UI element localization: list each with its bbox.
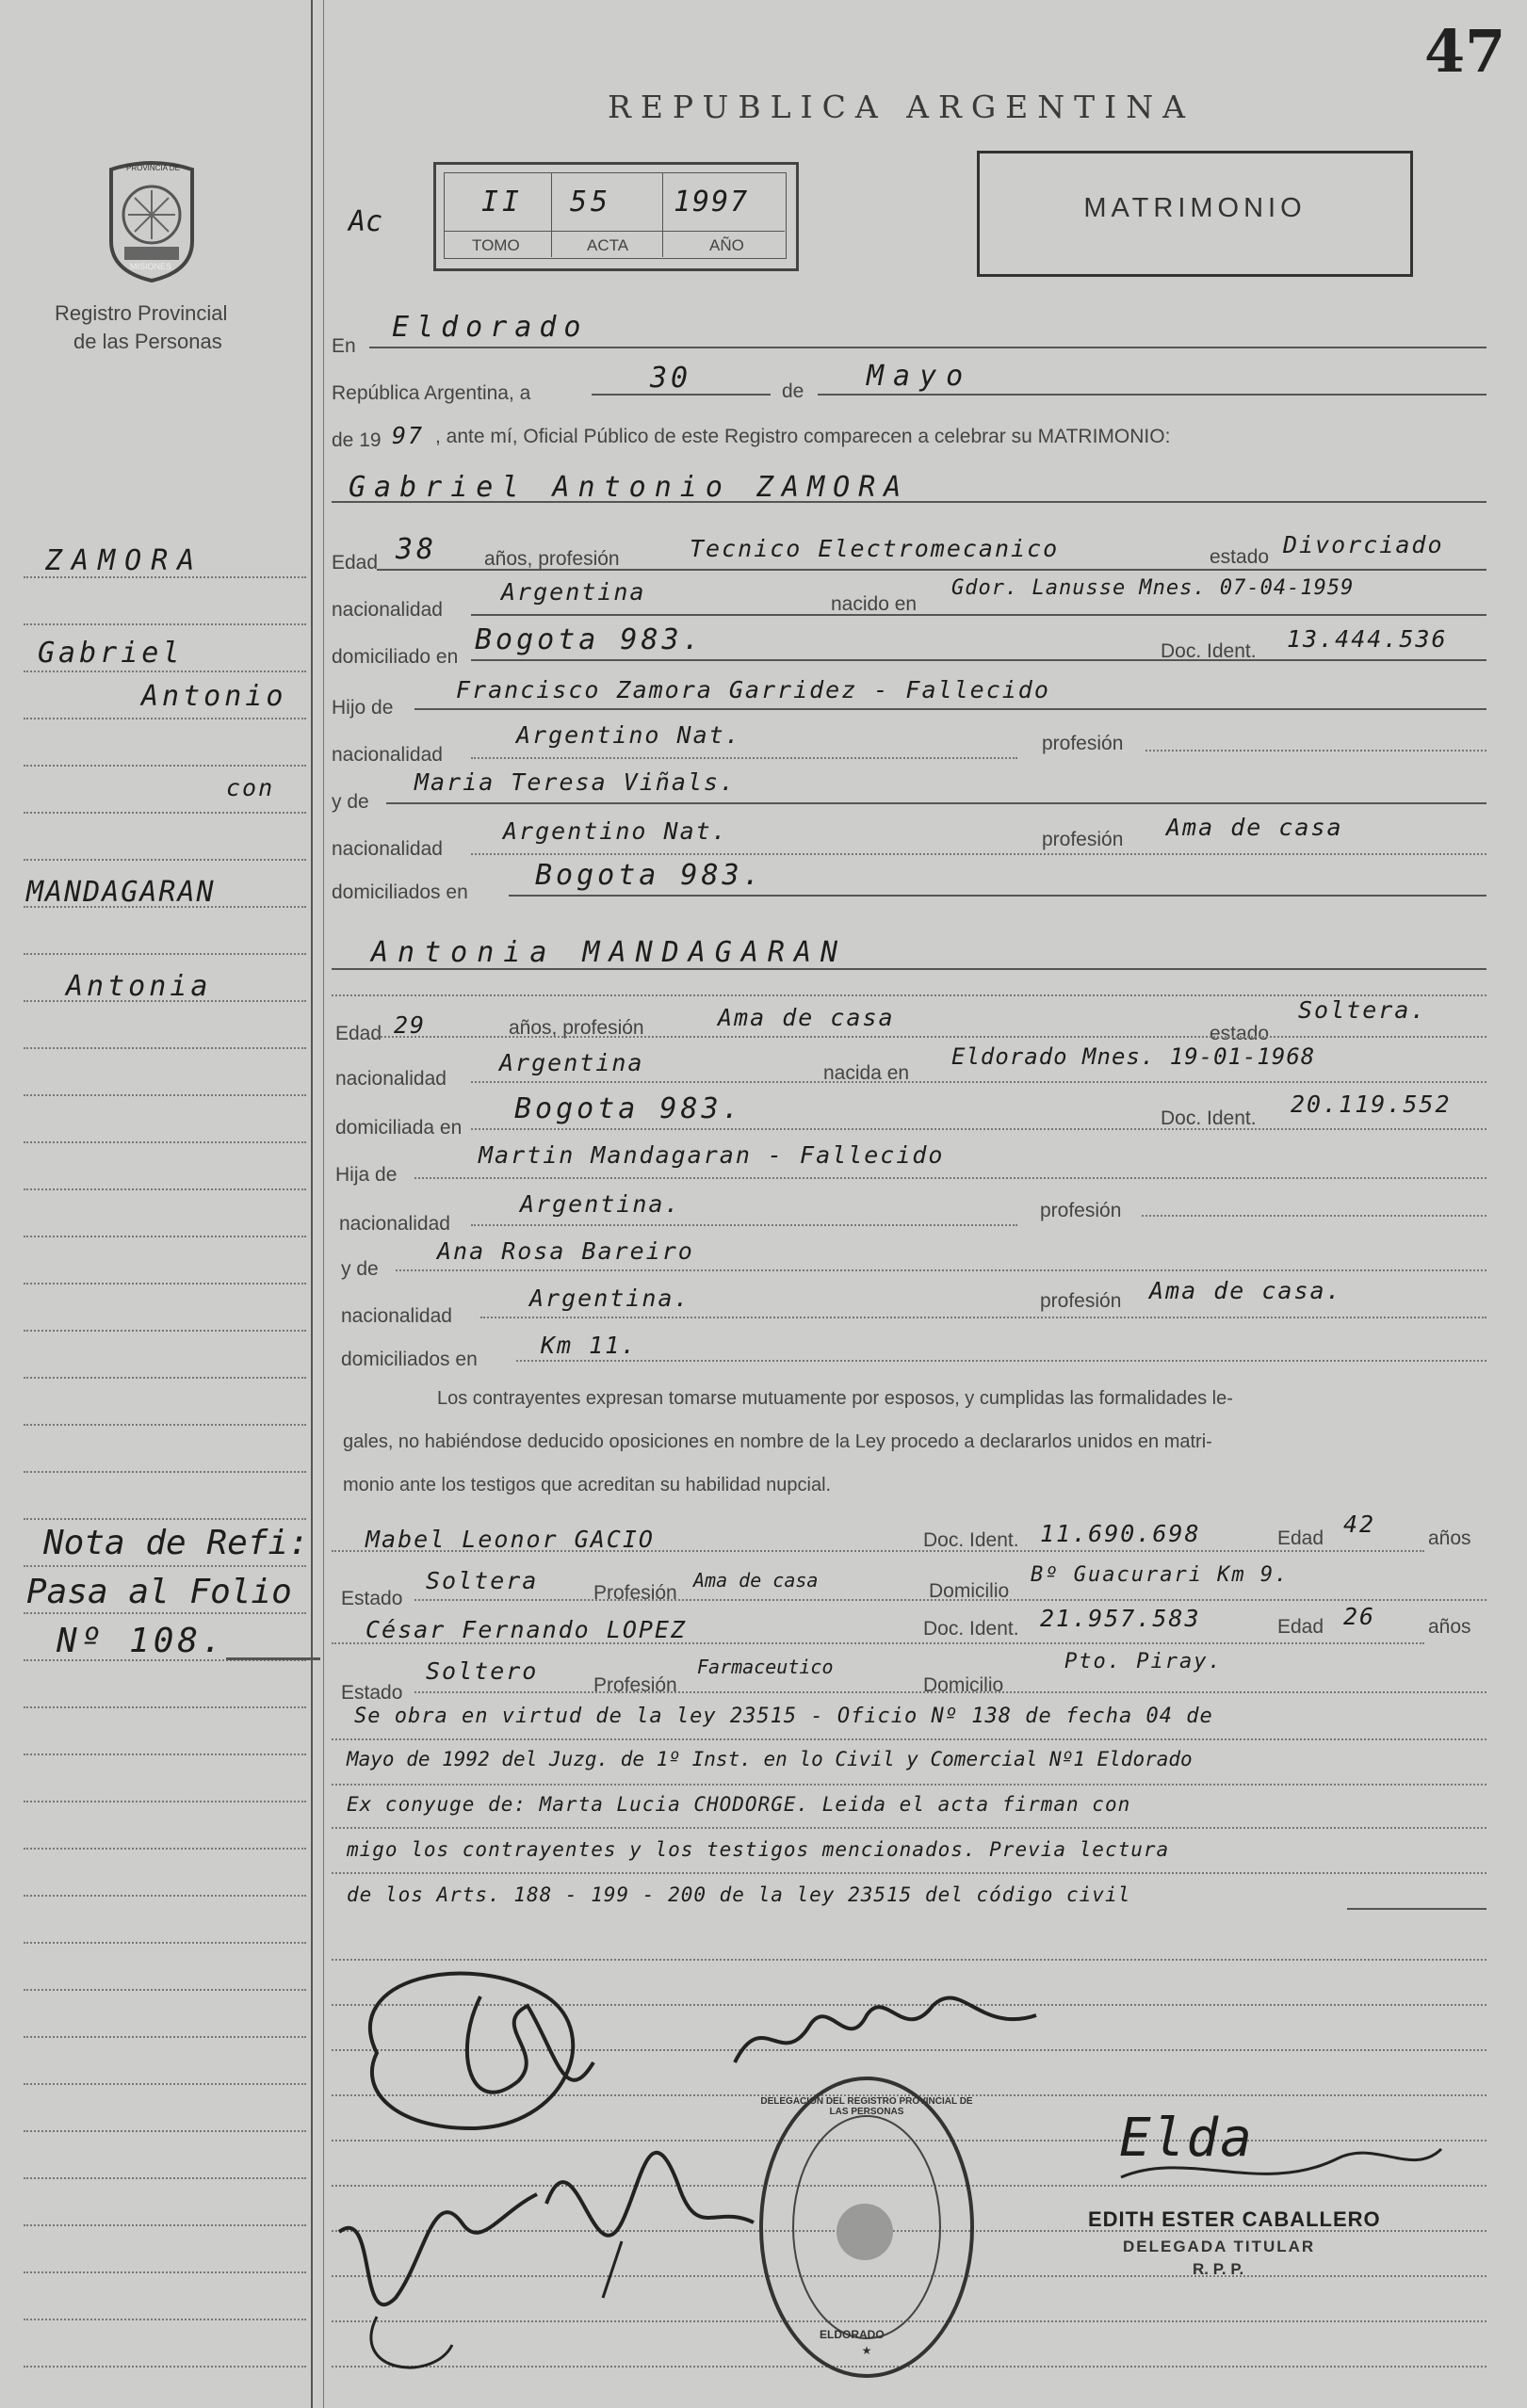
groom-father-nat-label: nacionalidad xyxy=(332,744,443,766)
groom-parents-addr-label: domiciliados en xyxy=(332,881,468,903)
registry-name-line1: Registro Provincial xyxy=(55,301,228,325)
groom-mother-prof: Ama de casa xyxy=(1166,814,1343,841)
margin-ref-line2: Pasa al Folio xyxy=(26,1573,292,1611)
groom-age: 38 xyxy=(396,533,438,566)
witness1-address: Bº Guacurari Km 9. xyxy=(1031,1563,1290,1587)
seal-top-text: PROVINCIA DE xyxy=(126,164,180,172)
bride-mother-nat: Argentina. xyxy=(529,1285,690,1312)
acta-label: ACTA xyxy=(587,236,629,254)
bride-civil-status: Soltera. xyxy=(1298,996,1427,1024)
margin-groom-name2: Antonio xyxy=(141,680,287,713)
ano-value: 1997 xyxy=(674,186,750,218)
declaration-line1: Los contrayentes expresan tomarse mutuamente por esposos, y cumplidas las formalidades le- xyxy=(437,1388,1233,1409)
witness1-estado-label: Estado xyxy=(341,1588,403,1609)
margin-groom-surname: ZAMORA xyxy=(45,544,204,577)
margin-bride-surname: MANDAGARAN xyxy=(26,876,216,909)
bride-age: 29 xyxy=(394,1011,427,1039)
bride-father-prof-label: profesión xyxy=(1040,1200,1122,1221)
republic-label: República Argentina, a xyxy=(332,382,531,404)
bride-mother-prof-label: profesión xyxy=(1040,1290,1122,1312)
margin-ref-line3: Nº 108. xyxy=(57,1622,226,1660)
en-label: En xyxy=(332,335,356,357)
notes-line1: Se obra en virtud de la ley 23515 - Oficio Nº 138 de fecha 04 de xyxy=(354,1705,1213,1728)
svg-text:★: ★ xyxy=(861,2344,872,2357)
groom-civil-status: Divorciado xyxy=(1283,531,1444,558)
witness2-address: Pto. Piray. xyxy=(1064,1650,1223,1673)
bride-edad-label: Edad xyxy=(335,1023,382,1044)
acta-value: 55 xyxy=(570,186,612,218)
tomo-value: II xyxy=(481,186,524,218)
witness1-name: Mabel Leonor GACIO xyxy=(366,1526,655,1553)
groom-mother-prof-label: profesión xyxy=(1042,829,1124,850)
groom-mother-nat: Argentino Nat. xyxy=(503,817,728,845)
year-prefix: de 19 xyxy=(332,429,382,451)
witness2-name: César Fernando LOPEZ xyxy=(366,1616,688,1643)
bride-father-nat-label: nacionalidad xyxy=(339,1213,450,1235)
groom-father-prof-label: profesión xyxy=(1042,733,1124,754)
groom-full-name: Gabriel Antonio ZAMORA xyxy=(349,471,910,504)
bride-father-label: Hija de xyxy=(335,1164,398,1186)
witness1-prof-label: Profesión xyxy=(593,1582,677,1604)
stamp-city: ELDORADO xyxy=(820,2328,885,2341)
month-value: Mayo xyxy=(867,360,973,393)
bride-parents-addr-label: domiciliados en xyxy=(341,1349,478,1370)
bride-father-nat: Argentina. xyxy=(520,1190,681,1218)
tomo-label: TOMO xyxy=(472,236,520,254)
groom-parents-addr: Bogota 983. xyxy=(535,859,764,892)
acta-prefix: Ac xyxy=(349,205,383,238)
year-suffix: 97 xyxy=(392,422,425,449)
groom-domicilio-label: domiciliado en xyxy=(332,646,459,668)
de-label: de xyxy=(782,380,804,402)
bride-birth: Eldorado Mnes. 19-01-1968 xyxy=(951,1043,1316,1070)
groom-nationality: Argentina xyxy=(501,578,646,606)
witness2-anos-label: años xyxy=(1428,1616,1471,1638)
groom-address: Bogota 983. xyxy=(475,623,704,656)
groom-nacido-label: nacido en xyxy=(831,593,918,615)
declaration-line3: monio ante los testigos que acreditan su habilidad nupcial. xyxy=(343,1475,832,1495)
witness2-status: Soltero xyxy=(426,1657,539,1685)
witness1-age: 42 xyxy=(1343,1511,1376,1538)
bride-nationality: Argentina xyxy=(499,1049,644,1076)
groom-doc: 13.444.536 xyxy=(1287,625,1448,653)
bride-mother: Ana Rosa Bareiro xyxy=(437,1237,694,1265)
day-value: 30 xyxy=(650,362,692,395)
witness2-age: 26 xyxy=(1343,1603,1376,1630)
bride-nationality-label: nacionalidad xyxy=(335,1068,447,1090)
province-seal xyxy=(102,160,202,284)
groom-doc-label: Doc. Ident. xyxy=(1161,640,1257,662)
margin-ref-line1: Nota de Refi: xyxy=(43,1524,309,1562)
groom-profession: Tecnico Electromecanico xyxy=(690,535,1060,562)
seal-bottom-text: MISIONES xyxy=(130,262,172,271)
bride-domicilio-label: domiciliada en xyxy=(335,1117,463,1139)
groom-mother-nat-label: nacionalidad xyxy=(332,838,443,860)
bride-doc: 20.119.552 xyxy=(1291,1091,1452,1118)
witness2-doc: 21.957.583 xyxy=(1040,1605,1201,1632)
registry-name-line2: de las Personas xyxy=(73,330,222,353)
witness2-prof-label: Profesión xyxy=(593,1674,677,1696)
witness2-edad-label: Edad xyxy=(1277,1616,1324,1638)
bride-nacida-label: nacida en xyxy=(823,1062,910,1084)
notes-line4: migo los contrayentes y los testigos mencionados. Previa lectura xyxy=(347,1838,1170,1861)
place-value: Eldorado xyxy=(392,311,589,344)
groom-mother-label: y de xyxy=(332,791,369,813)
bride-father: Martin Mandagaran - Fallecido xyxy=(479,1141,945,1169)
notes-line2: Mayo de 1992 del Juzg. de 1º Inst. en lo Civil y Comercial Nº1 Eldorado xyxy=(347,1748,1193,1770)
record-type-title: MATRIMONIO xyxy=(1083,193,1307,223)
witness1-doc-label: Doc. Ident. xyxy=(923,1529,1019,1551)
left-margin-rule xyxy=(311,0,313,2408)
bride-mother-prof: Ama de casa. xyxy=(1149,1277,1342,1304)
bride-anos-profesion-label: años, profesión xyxy=(509,1017,644,1039)
country-heading: REPUBLICA ARGENTINA xyxy=(608,89,1194,125)
witness2-doc-label: Doc. Ident. xyxy=(923,1618,1019,1640)
notes-line5: de los Arts. 188 - 199 - 200 de la ley 23515 del código civil xyxy=(347,1883,1131,1906)
intro-statement: , ante mí, Oficial Público de este Registro comparecen a celebrar su MATRIMONIO: xyxy=(435,426,1171,447)
groom-anos-profesion-label: años, profesión xyxy=(484,548,620,570)
bride-parents-addr: Km 11. xyxy=(541,1332,638,1359)
groom-mother: Maria Teresa Viñals. xyxy=(414,768,737,796)
margin-connector: con xyxy=(226,774,275,801)
witness1-anos-label: años xyxy=(1428,1527,1471,1549)
groom-estado-label: estado xyxy=(1210,546,1270,568)
witness2-estado-label: Estado xyxy=(341,1682,403,1704)
bride-full-name: Antonia MANDAGARAN xyxy=(371,936,848,969)
witness1-dom-label: Domicilio xyxy=(929,1580,1010,1602)
official-name: EDITH ESTER CABALLERO xyxy=(1088,2207,1381,2231)
margin-bride-name: Antonia xyxy=(66,970,212,1003)
stamp-text: DELEGACION DEL REGISTRO PROVINCIAL DE LAS PERSONAS xyxy=(760,2096,973,2117)
page-number: 47 xyxy=(1424,17,1506,86)
official-abbr: R. P. P. xyxy=(1193,2260,1244,2278)
official-signature: Elda xyxy=(1119,2108,1254,2169)
bride-doc-label: Doc. Ident. xyxy=(1161,1107,1257,1129)
groom-father-nat: Argentino Nat. xyxy=(516,721,741,749)
bride-profession: Ama de casa xyxy=(718,1004,895,1031)
witness1-edad-label: Edad xyxy=(1277,1527,1324,1549)
groom-edad-label: Edad xyxy=(332,552,379,574)
declaration-line2: gales, no habiéndose deducido oposiciones en nombre de la Ley procedo a declararlos unidos en matri- xyxy=(343,1431,1212,1452)
groom-birth: Gdor. Lanusse Mnes. 07-04-1959 xyxy=(951,576,1355,600)
ano-label: AÑO xyxy=(709,236,744,254)
groom-father: Francisco Zamora Garridez - Fallecido xyxy=(456,676,1050,703)
bride-address: Bogota 983. xyxy=(514,1092,743,1125)
record-number-box xyxy=(433,162,799,271)
bride-mother-nat-label: nacionalidad xyxy=(341,1305,452,1327)
witness1-doc: 11.690.698 xyxy=(1040,1520,1201,1547)
bride-estado-label: estado xyxy=(1210,1023,1270,1044)
record-type-box xyxy=(977,151,1413,277)
witness1-profession: Ama de casa xyxy=(693,1569,819,1592)
witness1-status: Soltera xyxy=(426,1567,539,1594)
witness2-dom-label: Domicilio xyxy=(923,1674,1004,1696)
groom-nationality-label: nacionalidad xyxy=(332,599,443,621)
official-signature-flourish xyxy=(1112,2130,1451,2206)
official-title: DELEGADA TITULAR xyxy=(1123,2238,1316,2255)
groom-father-label: Hijo de xyxy=(332,697,394,719)
notes-line3: Ex conyuge de: Marta Lucia CHODORGE. Leida el acta firman con xyxy=(347,1793,1131,1816)
witness2-profession: Farmaceutico xyxy=(697,1656,834,1678)
margin-groom-name1: Gabriel xyxy=(38,637,184,670)
bride-mother-label: y de xyxy=(341,1258,379,1280)
official-stamp xyxy=(754,2072,980,2383)
